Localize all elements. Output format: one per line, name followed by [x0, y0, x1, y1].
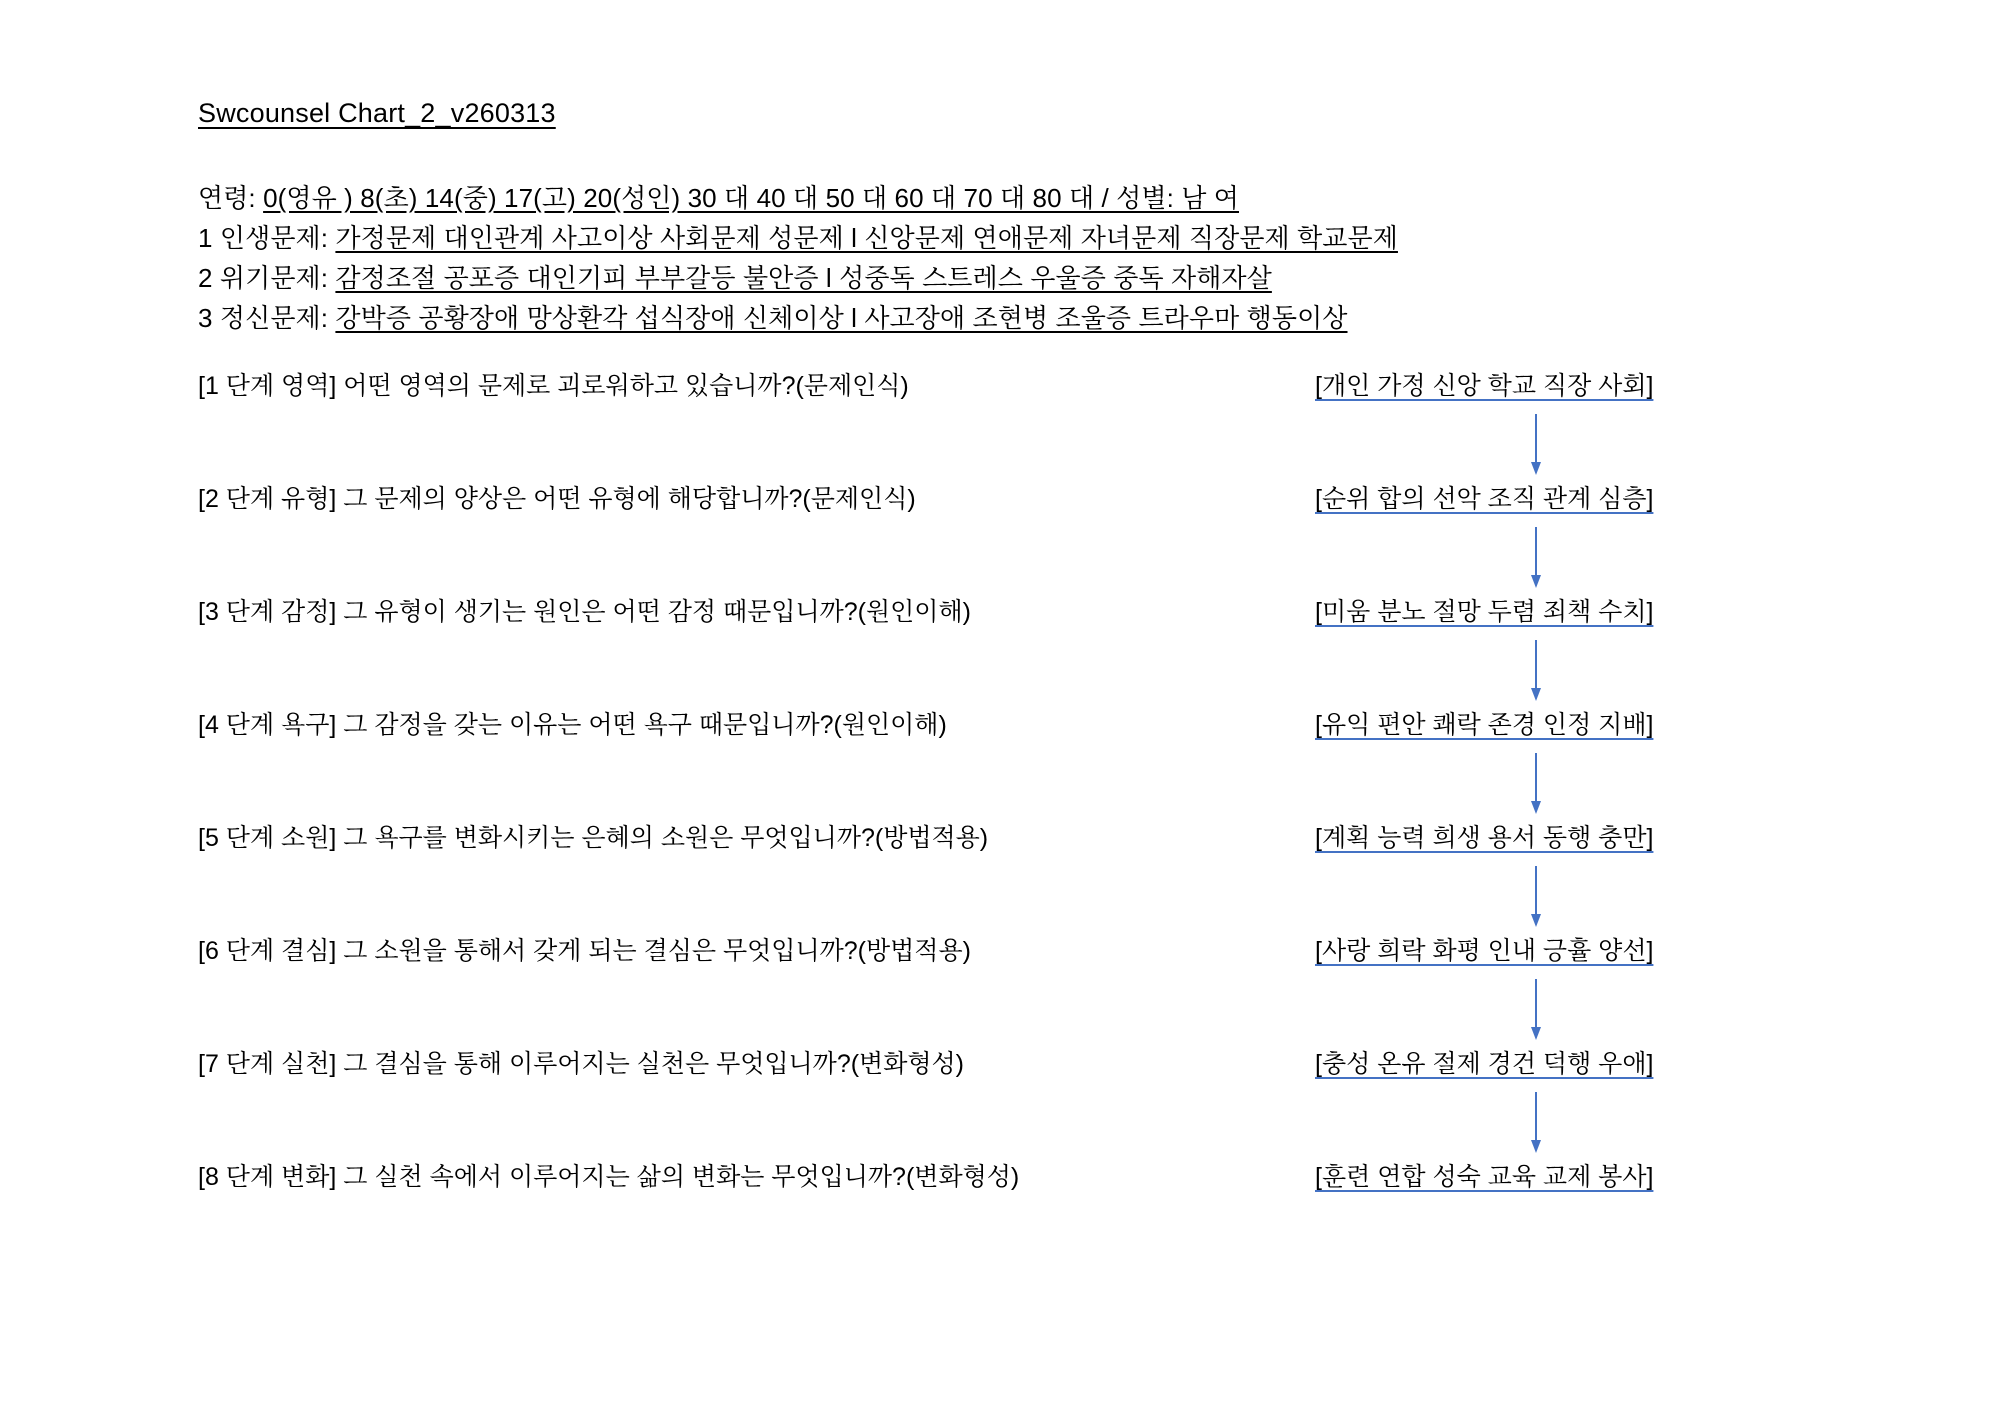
down-arrow-icon — [1529, 1092, 1543, 1154]
header-line-life-problems — [198, 218, 1798, 258]
step-answer: [계획 능력 희생 용서 동행 충만] — [1315, 824, 1654, 852]
header-line-mental-problems-values: 강박증 공황장애 망상환각 섭식장애 신체이상 l 사고장애 조현병 조울증 트라우마 행동이상 — [335, 303, 1348, 333]
header-line-mental-problems-label: 3 정신문제: — [198, 303, 336, 333]
step-answer: [개인 가정 신앙 학교 직장 사회] — [1315, 372, 1654, 400]
header-line-life-problems-label: 1 인생문제: — [198, 223, 336, 253]
down-arrow-icon — [1529, 527, 1543, 589]
step-question: [3 단계 감정] 그 유형이 생기는 원인은 어떤 감정 때문입니까?(원인이해) — [198, 598, 971, 626]
step-row — [0, 483, 2000, 596]
header-line-crisis-problems-values: 감정조절 공포증 대인기피 부부갈등 불안증 l 성중독 스트레스 우울증 중독 자해자살 — [335, 263, 1272, 293]
step-answer: [사랑 희락 화평 인내 긍휼 양선] — [1315, 937, 1654, 965]
step-row — [0, 822, 2000, 935]
step-row — [0, 1048, 2000, 1161]
step-question: [1 단계 영역] 어떤 영역의 문제로 괴로워하고 있습니까?(문제인식) — [198, 372, 909, 400]
header-block — [198, 178, 1798, 338]
step-question: [8 단계 변화] 그 실천 속에서 이루어지는 삶의 변화는 무엇입니까?(변화형성) — [198, 1163, 1020, 1191]
step-question: [7 단계 실천] 그 결심을 통해 이루어지는 실천은 무엇입니까?(변화형성) — [198, 1050, 964, 1078]
step-row — [0, 709, 2000, 822]
header-line-crisis-problems-label: 2 위기문제: — [198, 263, 336, 293]
page-title: Swcounsel Chart_2_v260313 — [198, 98, 556, 128]
header-line-age-values: 0(영유 ) 8(초) 14(중) 17(고) 20(성인) 30 대 40 대 50 대 60 대 70 대 80 대 / 성별: 남 여 — [263, 183, 1239, 213]
steps-list — [0, 370, 2000, 1274]
step-question: [6 단계 결심] 그 소원을 통해서 갖게 되는 결심은 무엇입니까?(방법적용) — [198, 937, 971, 965]
header-line-life-problems-values: 가정문제 대인관계 사고이상 사회문제 성문제 l 신앙문제 연애문제 자녀문제 직장문제 학교문제 — [335, 223, 1398, 253]
step-row — [0, 596, 2000, 709]
step-answer: [유익 편안 쾌락 존경 인정 지배] — [1315, 711, 1654, 739]
header-line-crisis-problems — [198, 258, 1798, 298]
step-answer: [순위 합의 선악 조직 관계 심층] — [1315, 485, 1654, 513]
down-arrow-icon — [1529, 753, 1543, 815]
down-arrow-icon — [1529, 640, 1543, 702]
down-arrow-icon — [1529, 414, 1543, 476]
header-line-age-label: 연령: — [198, 183, 264, 213]
down-arrow-icon — [1529, 866, 1543, 928]
step-row — [0, 1161, 2000, 1274]
step-question: [4 단계 욕구] 그 감정을 갖는 이유는 어떤 욕구 때문입니까?(원인이해) — [198, 711, 947, 739]
header-line-age — [198, 178, 1798, 218]
step-row — [0, 935, 2000, 1048]
down-arrow-icon — [1529, 979, 1543, 1041]
step-answer: [훈련 연합 성숙 교육 교제 봉사] — [1315, 1163, 1654, 1191]
step-question: [2 단계 유형] 그 문제의 양상은 어떤 유형에 해당합니까?(문제인식) — [198, 485, 916, 513]
step-answer: [충성 온유 절제 경건 덕행 우애] — [1315, 1050, 1654, 1078]
step-question: [5 단계 소원] 그 욕구를 변화시키는 은혜의 소원은 무엇입니까?(방법적용) — [198, 824, 989, 852]
header-line-mental-problems — [198, 298, 1798, 338]
step-row — [0, 370, 2000, 483]
step-answer: [미움 분노 절망 두렴 죄책 수치] — [1315, 598, 1654, 626]
